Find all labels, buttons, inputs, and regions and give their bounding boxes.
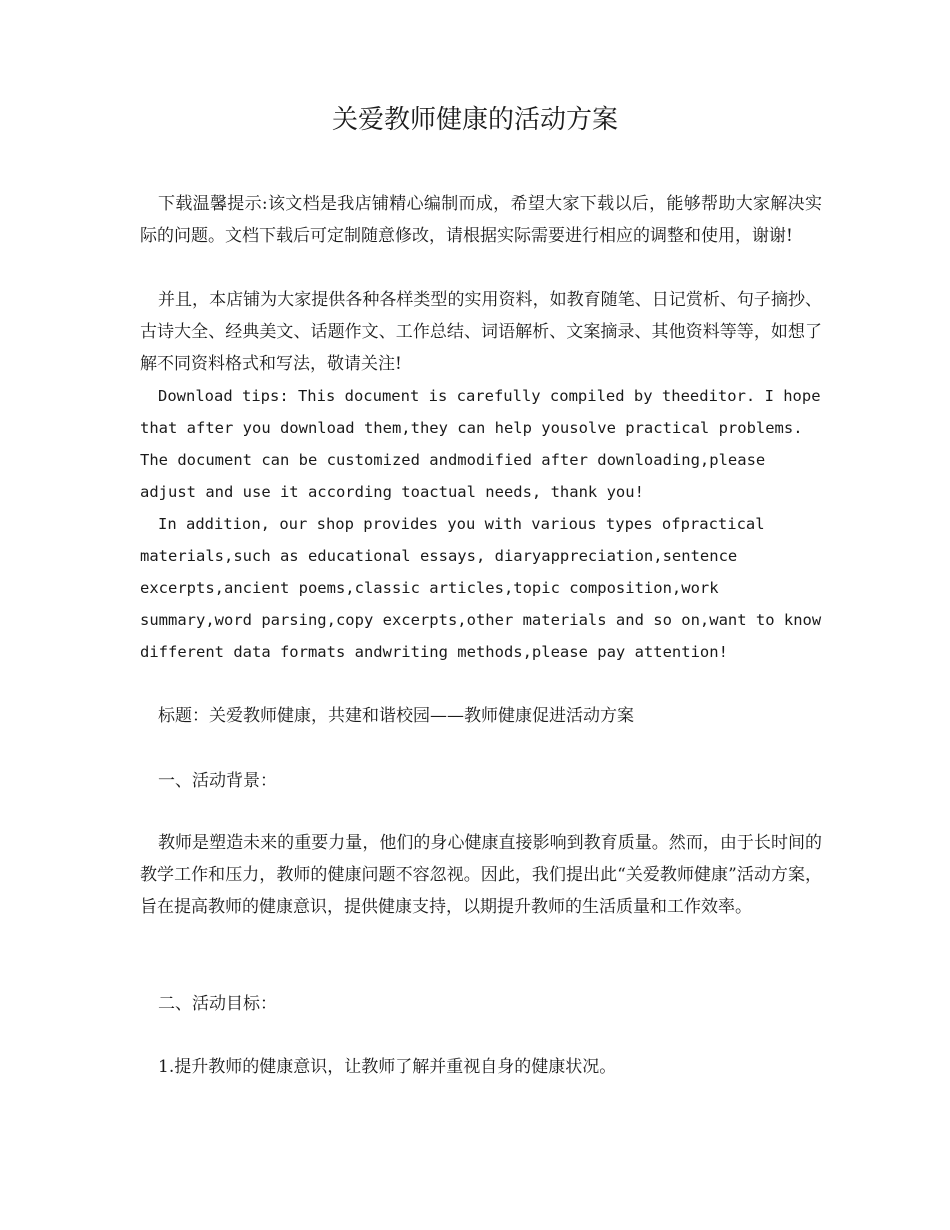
document-title: 关爱教师健康的活动方案 (331, 105, 618, 135)
subtitle: 标题：关爱教师健康，共建和谐校园——教师健康促进活动方案 (158, 706, 634, 726)
addition-note-en: In addition, our shop provides you with various types ofpractical materials,such as educational essays, diaryappreciation,sentence excerpts,ancient poems,classic articles,topic composition,work summary,word parsing,copy excerpts,other materials and so on,want to know different data formats andwriting methods,please pay attention! (140, 515, 822, 661)
download-tips-en: Download tips: This document is carefully compiled by theeditor. I hope that after you download them,they can help yousolve practical problems. The document can be customized andmodified after downloading,please adjust and use it according toactual needs, thank you! (140, 387, 821, 501)
section-body-background: 教师是塑造未来的重要力量，他们的身心健康直接影响到教育质量。然而，由于长时间的教学工作和压力，教师的健康问题不容忽视。因此，我们提出此“关爱教师健康”活动方案，旨在提高教师的健康意识，提供健康支持，以期提升教师的生活质量和工作效率。 (140, 833, 822, 917)
goal-item-1: 1.提升教师的健康意识，让教师了解并重视自身的健康状况。 (158, 1057, 617, 1077)
download-tips-cn: 下载温馨提示:该文档是我店铺精心编制而成，希望大家下载以后，能够帮助大家解决实际的问题。文档下载后可定制随意修改，请根据实际需要进行相应的调整和使用，谢谢! (140, 194, 822, 246)
section-heading-goals: 二、活动目标： (158, 994, 277, 1014)
addition-note-cn: 并且，本店铺为大家提供各种各样类型的实用资料，如教育随笔、日记赏析、句子摘抄、古诗大全、经典美文、话题作文、工作总结、词语解析、文案摘录、其他资料等等，如想了解不同资料格式和写法，敬请关注! (140, 290, 822, 374)
section-heading-background: 一、活动背景： (158, 771, 277, 791)
